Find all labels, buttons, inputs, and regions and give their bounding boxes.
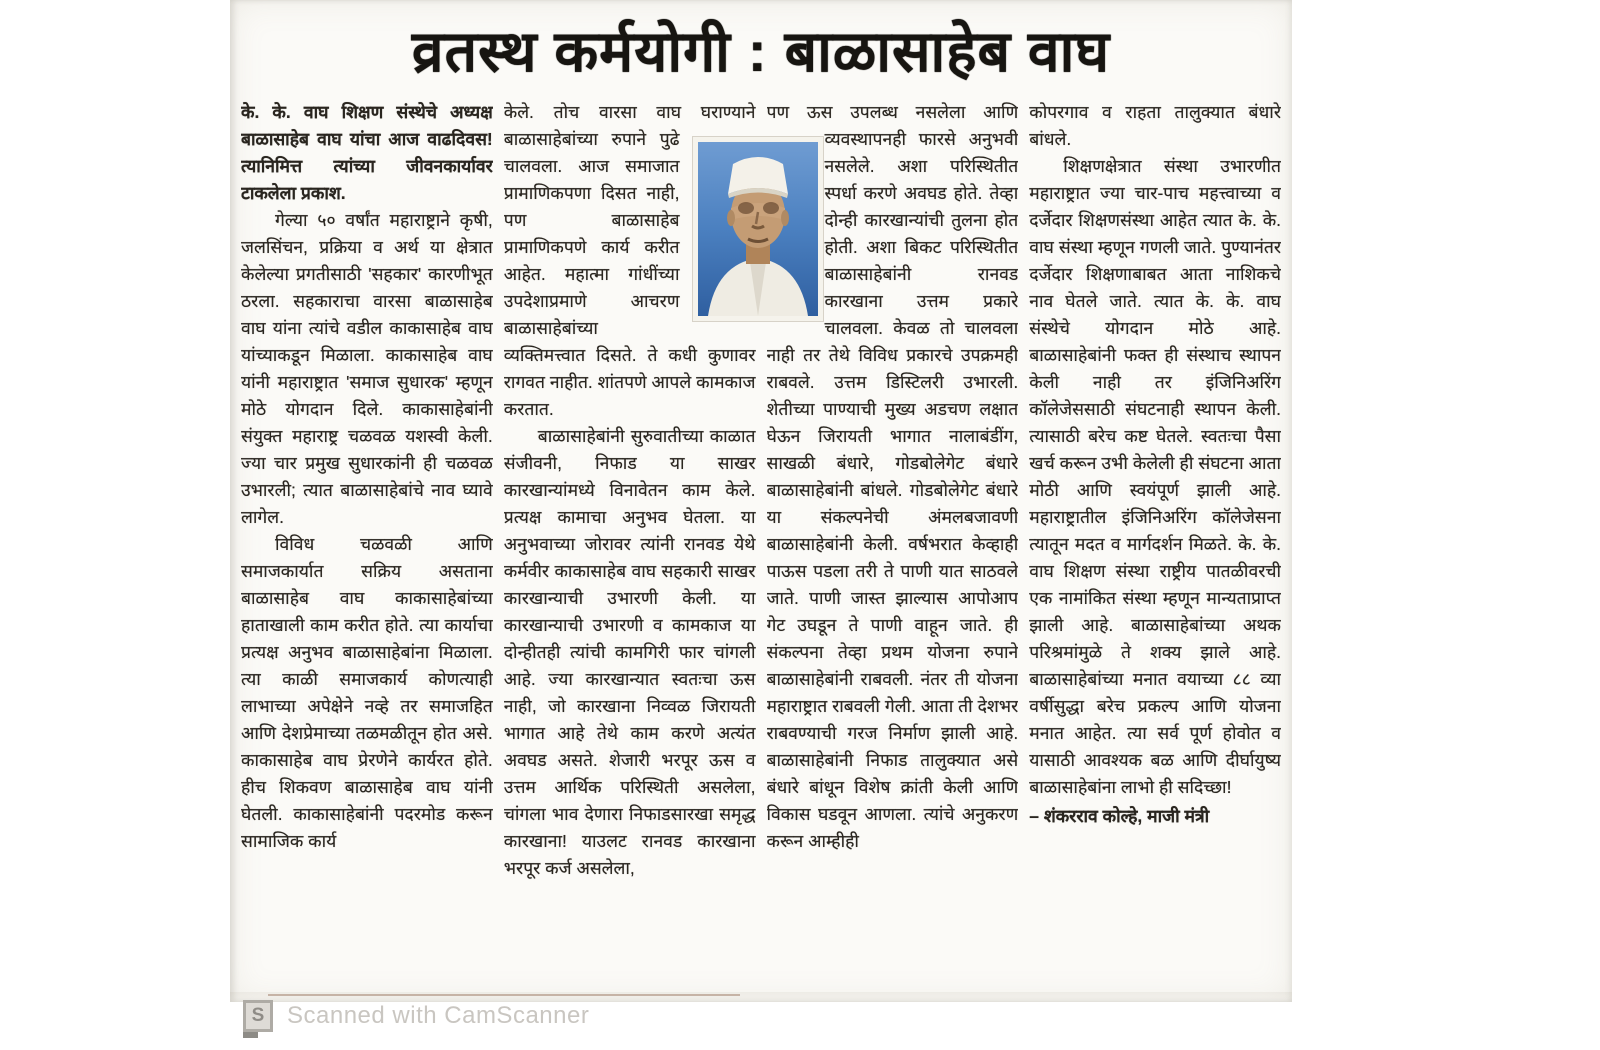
watermark-text: Scanned with CamScanner — [287, 1002, 590, 1029]
scan-artifact-line — [268, 994, 740, 996]
camscanner-watermark — [243, 998, 589, 1034]
article-paragraph: केले. तोच वारसा वाघ घराण्याने बाळासाहेबांच्या रुपाने पुढे चालवला. आज समाजात प्रामाणिकपणा दिसत नाही, पण बाळासाहेब प्रामाणिकपणे कार्य करीत आहेत. महात्मा गांधींच्या उपदेशाप्रमाणे आचरण बाळासाहेबांच्या व्यक्तिमत्त्वात दिसते. ते कधी कुणावर रागवत नाहीत. शांतपणे आपले कामकाज करतात. — [503, 102, 756, 419]
camscanner-logo-letter: S — [251, 1005, 265, 1026]
article-paragraph: बाळासाहेबांनी सुरुवातीच्या काळात संजीवनी, निफाड या साखर कारखान्यांमध्ये विनावेतन काम केले. प्रत्यक्ष कामाचा अनुभव घेतला. या अनुभवाच्या जोरावर त्यांनी रानवड येथे कर्मवीर काकासाहेब वाघ सहकारी साखर कारखान्याची उभारणी केली. या कारखान्याची उभारणी व कामकाज या दोन्हीतही त्यांची कामगिरी फार चांगली आहे. ज्या कारखान्यात स्वतःचा ऊस नाही, जो कारखाना निव्वळ जिरायती भागात आहे तेथे काम करणे अत्यंत अवघड असते. शेजारी भरपूर ऊस व उत्तम आर्थिक परिस्थिती असलेला, चांगला भाव देणारा निफाडसारखा समृद्ध कारखाना! याउलट रानवड कारखाना भरपूर कर्ज असलेला, — [503, 426, 756, 878]
camscanner-logo-icon — [243, 1000, 273, 1032]
newspaper-clipping — [230, 0, 1292, 1002]
article-paragraph: पण ऊस उपलब्ध नसलेला आणि व्यवस्थापनही फारसे अनुभवी नसलेले. अशा परिस्थितीत स्पर्धा करणे अवघड होते. तेव्हा दोन्ही कारखान्यांची तुलना होत होती. अशा बिकट परिस्थितीत बाळासाहेबांनी रानवड कारखाना उत्तम प्रकारे चालवला. केवळ तो चालवला नाही तर तेथे विविध प्रकारचे उपक्रमही राबवले. उत्तम डिस्टिलरी उभारली. शेतीच्या पाण्याची मुख्य अडचण लक्षात घेऊन जिरायती भागात नालाबंडींग, साखळी बंधारे, गोडबोलेगेट बंधारे बाळासाहेबांनी बांधले. गोडबोलेगेट बंधारे या संकल्पनेची अंमलबजावणी बाळासाहेबांनी केली. वर्षभरात केव्हाही पाऊस पडला तरी ते पाणी यात साठवले जाते. पाणी जास्त झाल्यास आपोआप गेट उघडून ते पाणी वाहून जाते. ही संकल्पना तेव्हा प्रथम योजना रुपाने बाळासाहेबांनी राबवली. नंतर ती योजना महाराष्ट्रात राबवली गेली. आता ती देशभर राबवण्याची गरज निर्माण झाली आहे. बाळासाहेबांनी निफाड तालुक्यात असे बंधारे बांधून विशेष क्रांती केली आणि विकास घडवून आणला. त्यांचे अनुकरण करून आम्हीही — [766, 102, 1019, 851]
article-paragraph: विविध चळवळी आणि समाजकार्यात सक्रिय असताना बाळासाहेब वाघ काकासाहेबांच्या हाताखाली काम करीत होते. त्या कार्याचा प्रत्यक्ष अनुभव बाळासाहेबांना मिळाला. त्या काळी समाजकार्य कोणत्याही लाभाच्या अपेक्षेने नव्हे तर समाजहित आणि देशप्रेमाच्या तळमळीतून होत असे. काकासाहेब वाघ प्रेरणेने कार्यरत होते. हीच शिकवण बाळासाहेब वाघ यांनी घेतली. काकासाहेबांनी पदरमोड करून सामाजिक कार्य — [241, 534, 493, 851]
portrait-photo — [692, 136, 824, 322]
portrait-photo-illustration — [698, 142, 818, 316]
article-column-4 — [1029, 99, 1281, 969]
article-paragraph: गेल्या ५० वर्षांत महाराष्ट्राने कृषी, जलसिंचन, प्रक्रिया व अर्थ या क्षेत्रात केलेल्या प्रगतीसाठी 'सहकार' कारणीभूत ठरला. सहकाराचा वारसा बाळासाहेब वाघ यांना त्यांचे वडील काकासाहेब वाघ यांच्याकडून मिळाला. काकासाहेब वाघ यांनी महाराष्ट्रात 'समाज सुधारक' म्हणून मोठे योगदान दिले. काकासाहेबांनी संयुक्त महाराष्ट्र चळवळ यशस्वी केली. ज्या चार प्रमुख सुधारकांनी ही चळवळ उभारली; त्यात बाळासाहेबांचे नाव घ्यावे लागेल. — [241, 210, 493, 527]
article-byline: – शंकरराव कोल्हे, माजी मंत्री — [1029, 806, 1210, 826]
article-paragraph: कोपरगाव व राहता तालुक्यात बंधारे बांधले. — [1029, 102, 1281, 149]
article-paragraph: शिक्षणक्षेत्रात संस्था उभारणीत महाराष्ट्रात ज्या चार-पाच महत्त्वाच्या व दर्जेदार शिक्षणसंस्था आहेत त्यात के. के. वाघ संस्था म्हणून गणली जाते. पुण्यानंतर दर्जेदार शिक्षणाबाबत आता नाशिकचे नाव घेतले जाते. त्यात के. के. वाघ संस्थेचे योगदान मोठे आहे. बाळासाहेबांनी फक्त ही संस्थाच स्थापन केली नाही तर इंजिनिअरिंग कॉलेजेससाठी संघटनाही स्थापन केली. त्यासाठी बरेच कष्ट घेतले. स्वतःचा पैसा खर्च करून उभी केलेली ही संघटना आता मोठी आणि स्वयंपूर्ण झाली आहे. महाराष्ट्रातील इंजिनिअरिंग कॉलेजेसना त्यातून मदत व मार्गदर्शन मिळते. के. के. वाघ शिक्षण संस्था राष्ट्रीय पातळीवरची एक नामांकित संस्था म्हणून मान्यताप्राप्त झाली आहे. बाळासाहेबांच्या अथक परिश्रमांमुळे ते शक्य झाले आहे. बाळासाहेबांच्या मनात वयाच्या ८८ व्या वर्षीसुद्धा बरेच प्रकल्प आणि योजना मनात आहेत. त्या सर्व पूर्ण होवोत व यासाठी आवश्यक बळ आणि दीर्घायुष्य बाळासाहेबांना लाभो ही सदिच्छा! — [1029, 156, 1281, 797]
article-headline: व्रतस्थ कर्मयोगी : बाळासाहेब वाघ — [411, 20, 1111, 84]
article-paragraph: के. के. वाघ शिक्षण संस्थेचे अध्यक्ष बाळासाहेब वाघ यांचा आज वाढदिवस! त्यानिमित्त त्यांच्या जीवनकार्यावर टाकलेला प्रकाश. — [241, 102, 493, 203]
article-column-1 — [241, 99, 493, 969]
